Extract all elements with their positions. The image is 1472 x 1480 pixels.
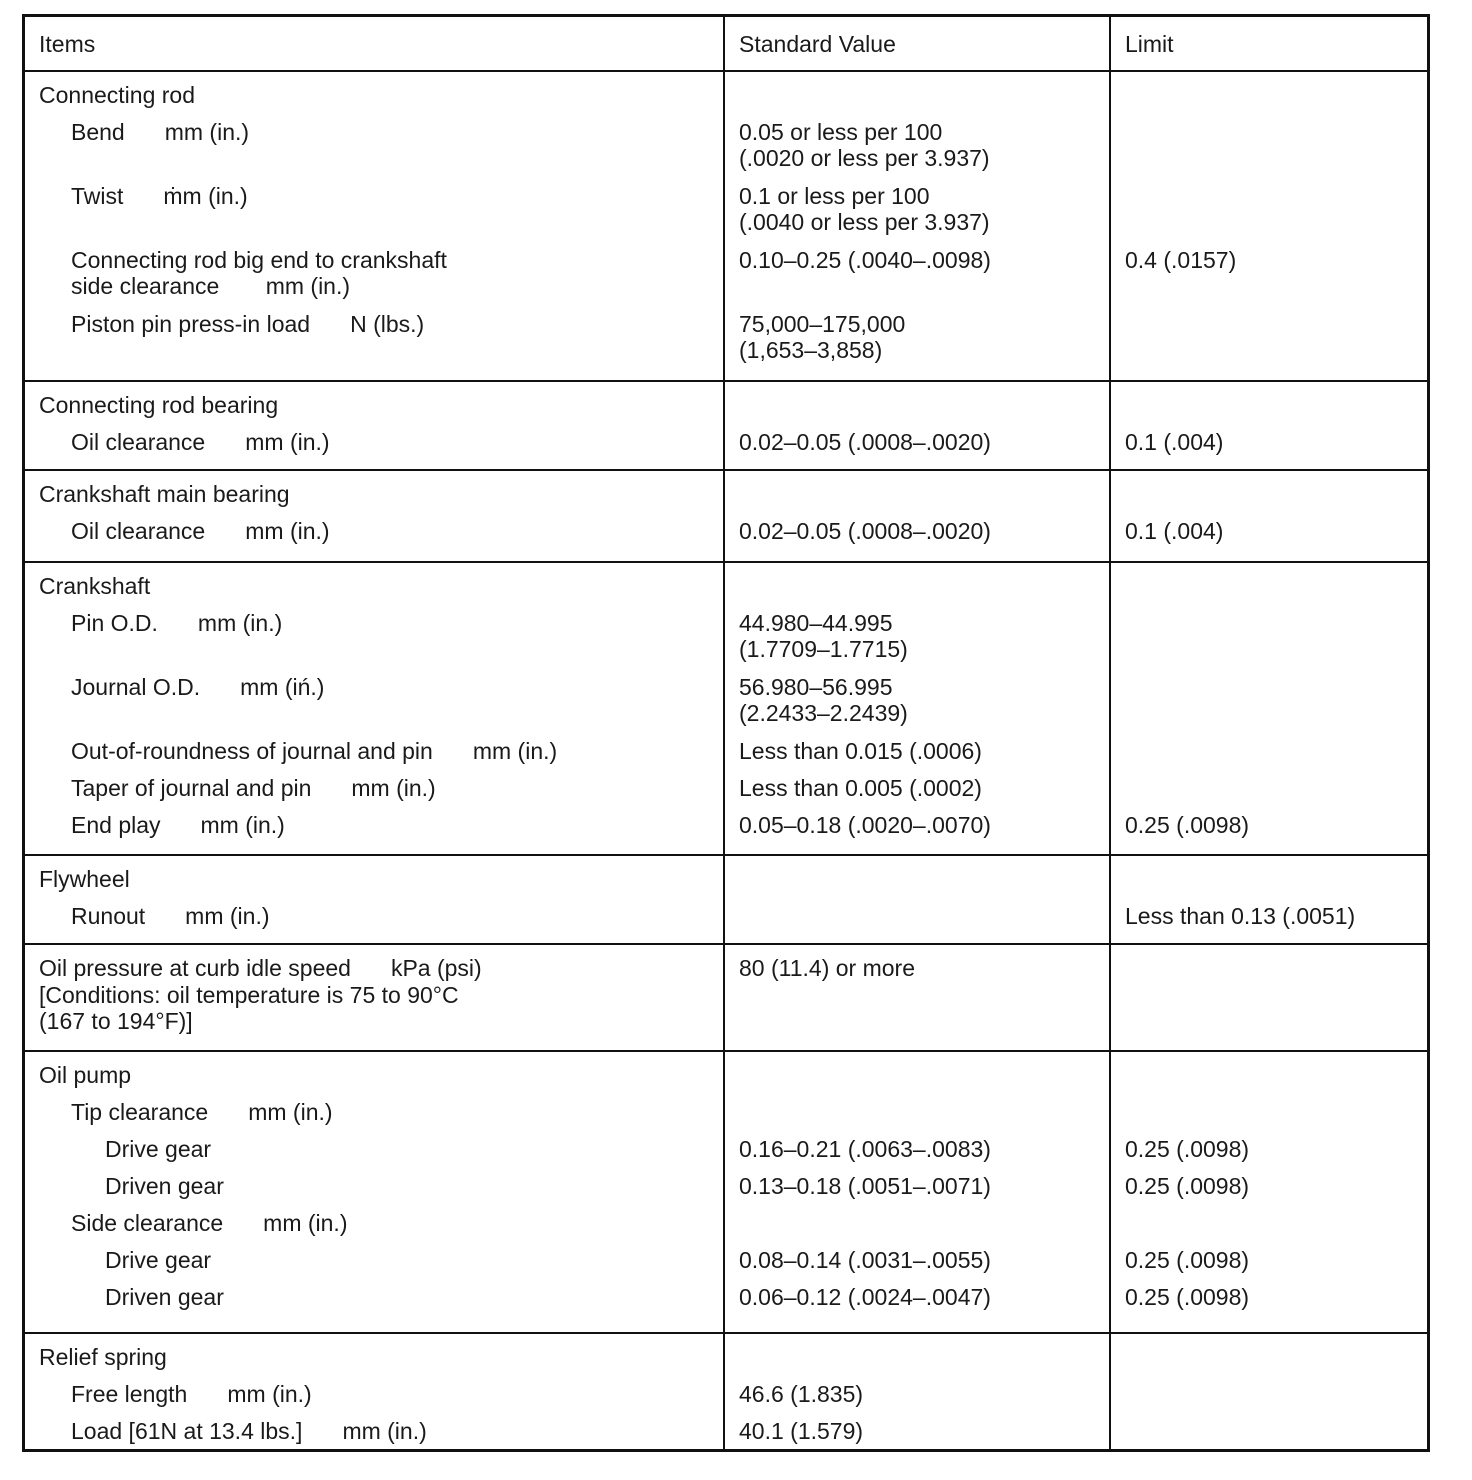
section-flywheel-limit (1111, 856, 1427, 945)
spacer (739, 573, 1097, 610)
item-label: Load [61N at 13.4 lbs.] (71, 1418, 303, 1444)
item-row (39, 119, 711, 183)
section-crankshaft-limit (1111, 563, 1427, 856)
item-row (39, 1381, 711, 1418)
item-label: Out-of-roundness of journal and pin (71, 738, 433, 764)
item-row (39, 738, 711, 775)
section-title: Connecting rod (39, 82, 195, 108)
standard-value (739, 903, 1097, 940)
standard-value: 0.02–0.05 (.0008–.0020) (739, 429, 991, 455)
item-row (39, 429, 711, 466)
item-row (39, 955, 711, 982)
section-oil-pump-standard (725, 1052, 1111, 1334)
item-row (39, 1099, 711, 1136)
standard-value: 0.16–0.21 (.0063–.0083) (739, 1136, 991, 1162)
item-label: Pin O.D. (71, 610, 158, 636)
limit-value (1125, 119, 1415, 183)
item-unit: mm (in.) (185, 903, 270, 929)
section-title: Oil pump (39, 1062, 132, 1088)
spacer (739, 82, 1097, 119)
section-oil-pump-items (25, 1052, 725, 1334)
item-unit: mm (in.) (472, 738, 558, 764)
section-main-bearing-limit (1111, 471, 1427, 563)
limit-value (1125, 183, 1415, 247)
spacer (739, 1210, 1097, 1247)
spacer (739, 866, 1097, 903)
item-conditions: [Conditions: oil temperature is 75 to 90°C (167 to 194°F)] (39, 982, 459, 1035)
item-unit: kPa (psi) (390, 955, 482, 981)
standard-value: Less than 0.005 (.0002) (739, 775, 982, 801)
section-rod-bearing-standard (725, 382, 1111, 471)
standard-value: 0.1 or less per 100 (.0040 or less per 3.937) (739, 183, 990, 236)
spacer (1125, 1062, 1415, 1099)
item-unit: mm (in.) (248, 1099, 333, 1125)
section-oil-pressure-items (25, 945, 725, 1052)
standard-value: 0.13–0.18 (.0051–.0071) (739, 1173, 991, 1199)
limit-value (1125, 738, 1415, 775)
item-row: Driven gear (105, 1173, 224, 1199)
standard-value: 0.10–0.25 (.0040–.0098) (739, 247, 991, 273)
item-row: Driven gear (105, 1284, 224, 1310)
item-unit: mm (in.) (245, 518, 330, 544)
item-row (39, 903, 711, 940)
item-label: Free length (71, 1381, 188, 1407)
item-unit: mm (in.) (197, 610, 283, 636)
standard-value: 0.08–0.14 (.0031–.0055) (739, 1247, 991, 1273)
item-unit: mm (in.) (164, 119, 250, 145)
limit-value (1125, 1381, 1415, 1418)
standard-value: 0.05 or less per 100 (.0020 or less per 3.937) (739, 119, 990, 172)
header-limit-label: Limit (1125, 31, 1174, 57)
item-unit: mm (in.) (351, 775, 436, 801)
standard-value: 40.1 (1.579) (739, 1418, 864, 1444)
item-row (39, 1418, 711, 1449)
item-label (71, 247, 447, 300)
spacer (1125, 1344, 1415, 1381)
section-connecting-rod-items (25, 72, 725, 382)
item-unit: mm (iń.) (240, 674, 325, 700)
section-main-bearing-items (25, 471, 725, 563)
section-relief-spring-standard (725, 1334, 1111, 1449)
item-row: Drive gear (105, 1136, 212, 1162)
spacer (1125, 1210, 1415, 1247)
standard-value: 0.06–0.12 (.0024–.0047) (739, 1284, 991, 1310)
limit-value: 0.1 (.004) (1125, 429, 1224, 455)
item-label: Tip clearance (71, 1099, 209, 1125)
spacer (739, 1062, 1097, 1099)
section-crankshaft-items (25, 563, 725, 856)
spacer (1125, 573, 1415, 610)
limit-value (1125, 955, 1415, 992)
item-label: Runout (71, 903, 146, 929)
header-limit (1111, 17, 1427, 72)
limit-value (1125, 1418, 1415, 1449)
item-row (39, 674, 711, 738)
item-label: Piston pin press-in load (71, 311, 311, 337)
spacer (739, 1099, 1097, 1136)
limit-value: 0.25 (.0098) (1125, 812, 1250, 838)
item-label: Taper of journal and pin (71, 775, 312, 801)
section-title: Crankshaft main bearing (39, 481, 290, 507)
item-unit: mm (in.) (342, 1418, 427, 1444)
item-unit: mm (in.) (200, 812, 285, 838)
item-row (39, 775, 711, 812)
standard-value: 0.02–0.05 (.0008–.0020) (739, 518, 991, 544)
item-unit: N (lbs.) (350, 311, 425, 337)
item-unit: mm (in.) (265, 273, 351, 300)
section-title: Crankshaft (39, 573, 151, 599)
standard-value: 46.6 (1.835) (739, 1381, 864, 1407)
limit-value: 0.25 (.0098) (1125, 1247, 1250, 1273)
item-row (39, 812, 711, 849)
limit-value (1125, 775, 1415, 812)
item-row (39, 610, 711, 674)
item-unit: mm (in.) (227, 1381, 312, 1407)
limit-value: 0.25 (.0098) (1125, 1173, 1250, 1199)
section-rod-bearing-items (25, 382, 725, 471)
section-flywheel-items (25, 856, 725, 945)
limit-value (1125, 610, 1415, 674)
standard-value: 0.05–0.18 (.0020–.0070) (739, 812, 991, 838)
item-label: Bend (71, 119, 125, 145)
limit-value: Less than 0.13 (.0051) (1125, 903, 1356, 929)
limit-value (1125, 311, 1415, 375)
spacer (739, 1344, 1097, 1381)
section-oil-pump-limit (1111, 1052, 1427, 1334)
item-unit: mm (in.) (263, 1210, 348, 1236)
item-label: Oil pressure at curb idle speed (39, 955, 351, 981)
header-standard-label: Standard Value (739, 31, 896, 57)
section-oil-pressure-standard (725, 945, 1111, 1052)
section-relief-spring-limit (1111, 1334, 1427, 1449)
section-title: Connecting rod bearing (39, 392, 279, 418)
item-label: Side clearance (71, 1210, 224, 1236)
item-label-text: Connecting rod big end to crankshaft side clearance (71, 247, 447, 300)
limit-value: 0.4 (.0157) (1125, 247, 1237, 273)
spec-table (22, 14, 1430, 1452)
standard-value: 56.980–56.995 (2.2433–2.2439) (739, 674, 908, 727)
item-row (39, 247, 711, 311)
section-flywheel-standard (725, 856, 1111, 945)
header-items (25, 17, 725, 72)
section-connecting-rod-limit (1111, 72, 1427, 382)
spacer (739, 392, 1097, 429)
section-title: Relief spring (39, 1344, 167, 1370)
section-title: Flywheel (39, 866, 130, 892)
item-row (39, 183, 711, 247)
section-relief-spring-items (25, 1334, 725, 1449)
spacer (1125, 866, 1415, 903)
standard-value: 75,000–175,000 (1,653–3,858) (739, 311, 906, 364)
item-row (39, 518, 711, 555)
limit-value: 0.1 (.004) (1125, 518, 1224, 544)
spacer (1125, 481, 1415, 518)
item-row: Drive gear (105, 1247, 212, 1273)
section-crankshaft-standard (725, 563, 1111, 856)
header-standard-value (725, 17, 1111, 72)
item-label: Journal O.D. (71, 674, 201, 700)
section-rod-bearing-limit (1111, 382, 1427, 471)
item-label: End play (71, 812, 161, 838)
item-label: Oil clearance (71, 429, 206, 455)
item-row (39, 311, 711, 375)
spacer (1125, 82, 1415, 119)
standard-value: Less than 0.015 (.0006) (739, 738, 982, 764)
item-label: Oil clearance (71, 518, 206, 544)
spacer (1125, 392, 1415, 429)
section-main-bearing-standard (725, 471, 1111, 563)
spacer (739, 481, 1097, 518)
section-oil-pressure-limit (1111, 945, 1427, 1052)
item-unit: ṁm (in.) (163, 183, 248, 209)
header-items-label: Items (39, 31, 96, 57)
standard-value: 44.980–44.995 (1.7709–1.7715) (739, 610, 908, 663)
item-label: Twist (71, 183, 124, 209)
spacer (1125, 1099, 1415, 1136)
standard-value: 80 (11.4) or more (739, 955, 915, 981)
section-connecting-rod-standard (725, 72, 1111, 382)
limit-value: 0.25 (.0098) (1125, 1136, 1250, 1162)
item-unit: mm (in.) (245, 429, 330, 455)
item-row (39, 1210, 711, 1247)
limit-value: 0.25 (.0098) (1125, 1284, 1250, 1310)
limit-value (1125, 674, 1415, 738)
